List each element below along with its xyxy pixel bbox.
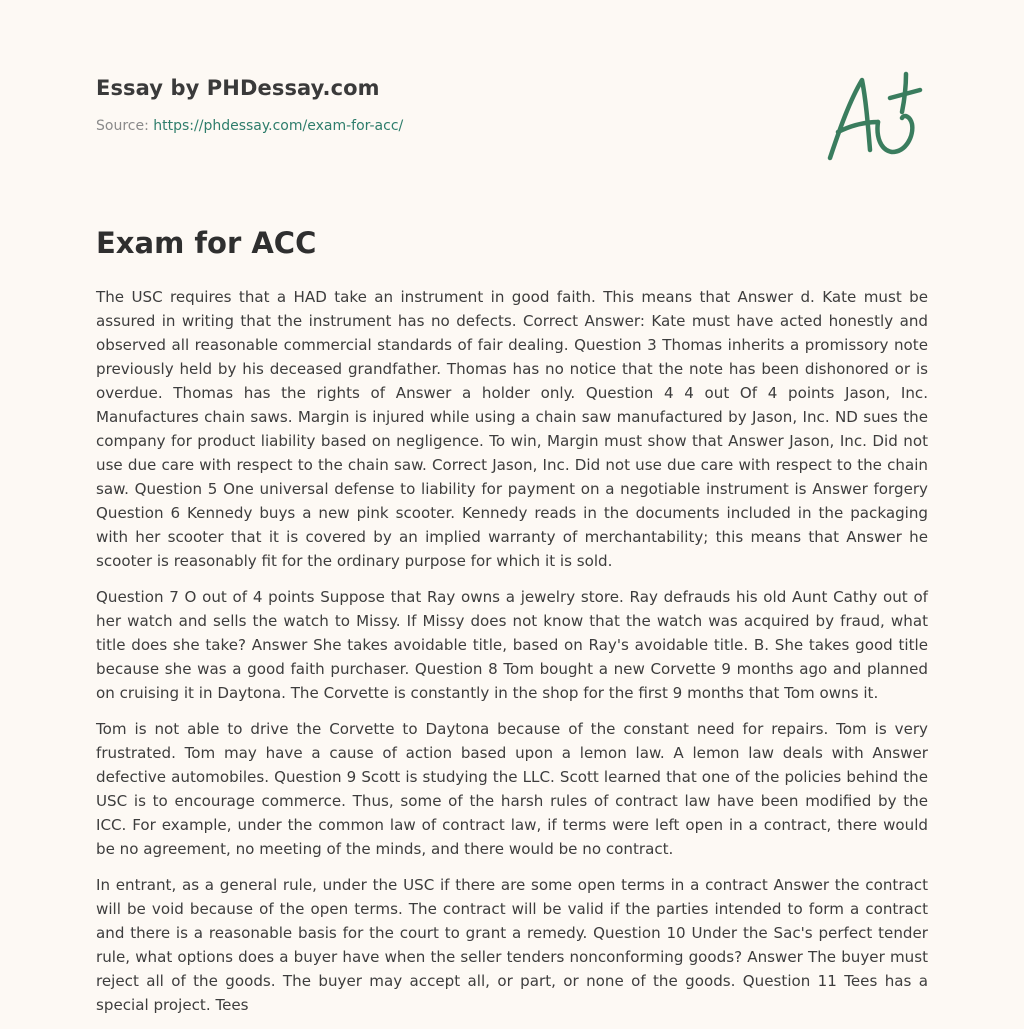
source-label: Source: — [96, 118, 154, 134]
essay-body — [96, 285, 928, 1029]
site-title: Essay by PHDessay.com — [96, 76, 380, 100]
source-line — [96, 118, 928, 134]
source-link[interactable]: https://phdessay.com/exam-for-acc/ — [153, 118, 404, 134]
essay-paragraph: In entrant, as a general rule, under the USC if there are some open terms in a contract Answer the contract will be void because of the open terms. The contract will be valid if the parties intended to form a contract and there is a reasonable basis for the court to grant a remedy. Question 10 Under the Sac's perfect tender rule, what options does a buyer have when the seller tenders nonconforming goods? Answer The buyer must reject all of the goods. The buyer may accept all, or part, or none of the goods. Question 11 Tees has a special project. Tees — [96, 876, 928, 1014]
a-plus-logo-icon — [822, 66, 932, 166]
essay-paragraph: The USC requires that a HAD take an instrument in good faith. This means that Answer d. Kate must be assured in writing that the instrument has no defects. Correct Answer: Kate must have acted honestly and observed all reasonable commercial standards of fair dealing. Question 3 Thomas inherits a promissory note previously held by his deceased grandfather. Thomas has no notice that the note has been dishonored or is overdue. Thomas has the rights of Answer a holder only. Question 4 4 out Of 4 points Jason, Inc. Manufactures chain saws. Margin is injured while using a chain saw manufactured by Jason, Inc. ND sues the company for product liability based on negligence. To win, Margin must show that Answer Jason, Inc. Did not use due care with respect to the chain saw. Correct Jason, Inc. Did not use due care with respect to the chain saw. Question 5 One universal defense to liability for payment on a negotiable instrument is Answer forgery Question 6 Kennedy buys a new pink scooter. Kennedy reads in the documents included in the packaging with her scooter that it is covered by an implied warranty of merchantability; this means that Answer he scooter is reasonably fit for the ordinary purpose for which it is sold. — [96, 288, 928, 570]
essay-paragraph: Tom is not able to drive the Corvette to Daytona because of the constant need for repairs. Tom is very frustrated. Tom may have a cause of action based upon a lemon law. A lemon law deals with Answer defective automobiles. Question 9 Scott is studying the LLC. Scott learned that one of the policies behind the USC is to encourage commerce. Thus, some of the harsh rules of contract law have been modified by the ICC. For example, under the common law of contract law, if terms were left open in a contract, there would be no agreement, no meeting of the minds, and there would be no contract. — [96, 720, 928, 858]
essay-paragraph: Question 7 O out of 4 points Suppose that Ray owns a jewelry store. Ray defrauds his old Aunt Cathy out of her watch and sells the watch to Missy. If Missy does not know that the watch was acquired by fraud, what title does she take? Answer She takes avoidable title, based on Ray's avoidable title. B. She takes good title because she was a good faith purchaser. Question 8 Tom bought a new Corvette 9 months ago and planned on cruising it in Daytona. The Corvette is constantly in the shop for the first 9 months that Tom owns it. — [96, 588, 928, 702]
page-title: Exam for ACC — [96, 226, 317, 260]
essay-header — [96, 76, 928, 134]
